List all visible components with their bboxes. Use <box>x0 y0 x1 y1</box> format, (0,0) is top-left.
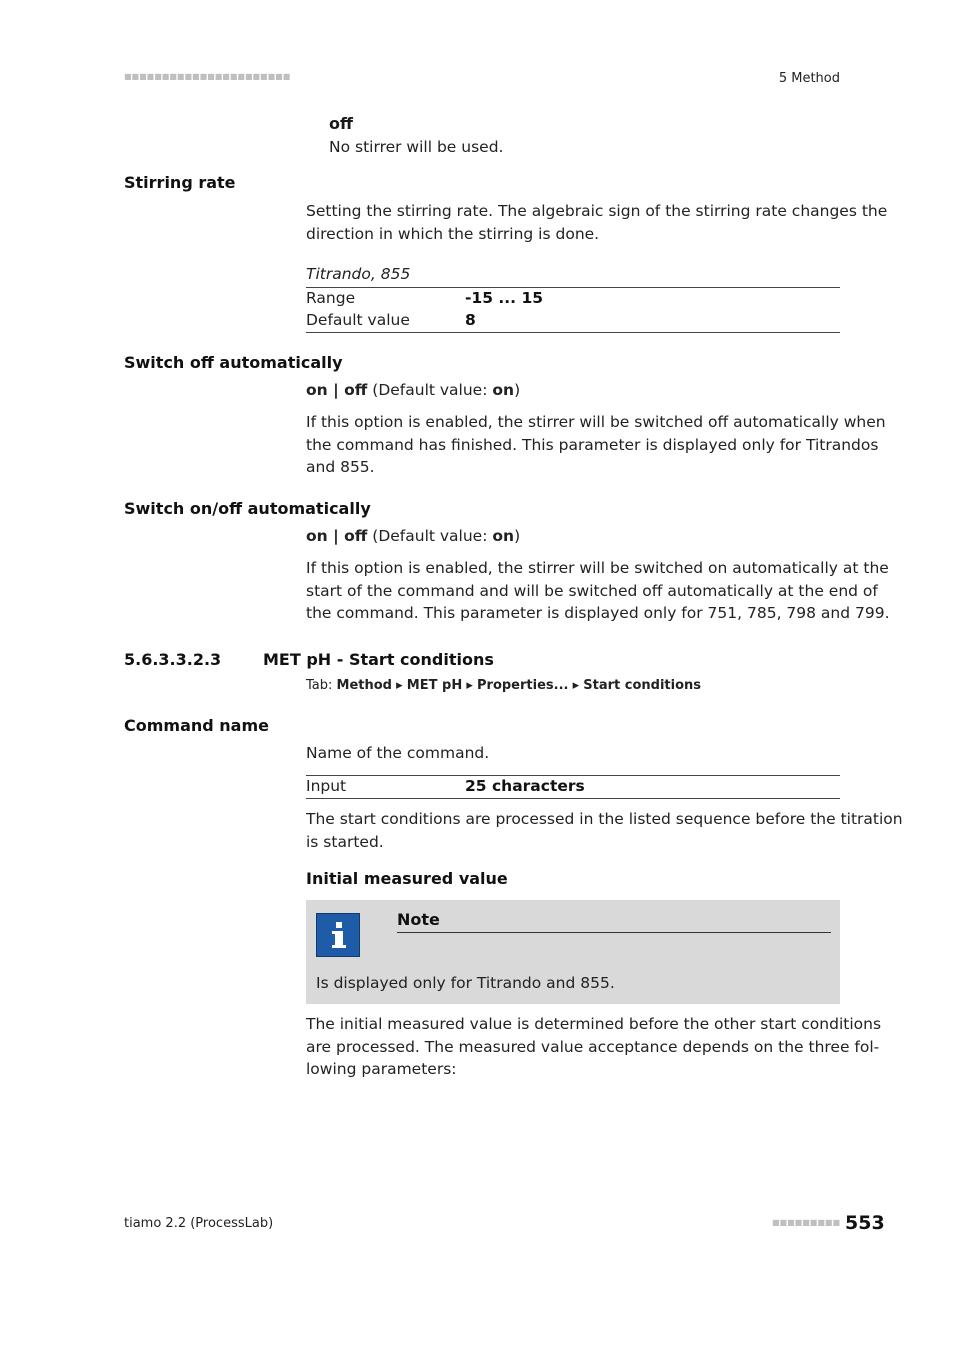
stirring-rate-table-caption: Titrando, 855 <box>306 265 411 283</box>
initial-value-text-line1: The initial measured value is determined before the other start conditions <box>306 1015 882 1033</box>
section-number: 5.6.3.3.2.3 <box>124 650 222 669</box>
command-name-text: Name of the command. <box>306 744 490 762</box>
switch-off-default-value: on <box>492 381 515 399</box>
stirring-rate-text-line2: direction in which the stirring is done. <box>306 225 600 243</box>
table-row-default-label: Default value <box>306 311 410 329</box>
input-value: 25 characters <box>465 777 585 795</box>
table-row-range-value: -15 ... 15 <box>465 289 544 307</box>
section-title: MET pH - Start conditions <box>263 650 494 669</box>
switch-onoff-default-prefix: (Default value: <box>367 527 493 545</box>
table-row-default-value: 8 <box>465 311 476 329</box>
tab-path-met-ph: MET pH <box>406 678 463 693</box>
switch-onoff-options-values: on | off <box>306 527 368 545</box>
switch-off-text-line1: If this option is enabled, the stirrer will be switched off automatically when <box>306 413 886 431</box>
switch-off-options <box>306 379 520 402</box>
switch-onoff-text-line1: If this option is enabled, the stirrer will be switched on automatically at the <box>306 559 889 577</box>
switch-off-heading: Switch off automatically <box>124 353 343 372</box>
switch-onoff-options <box>306 525 520 548</box>
tab-path-start-conditions: Start conditions <box>583 678 701 693</box>
note-box <box>306 900 840 1004</box>
initial-value-heading: Initial measured value <box>306 869 508 888</box>
command-name-heading: Command name <box>124 716 269 735</box>
option-off-label: off <box>329 114 353 133</box>
switch-onoff-text-line2: start of the command and will be switched off automatically at the end of <box>306 582 878 600</box>
switch-onoff-heading: Switch on/off automatically <box>124 499 371 518</box>
tab-path-separator: ▸ <box>392 678 407 693</box>
info-icon <box>316 913 360 957</box>
start-conditions-text-line1: The start conditions are processed in the listed sequence before the titration <box>306 810 903 828</box>
table-bottom-rule <box>306 332 840 333</box>
table-top-rule <box>306 287 840 288</box>
page-number: 553 <box>845 1212 885 1234</box>
tab-path-method: Method <box>336 678 392 693</box>
tab-path <box>306 678 701 693</box>
stirring-rate-text-line1: Setting the stirring rate. The algebraic sign of the stirring rate changes the <box>306 202 888 220</box>
note-title: Note <box>397 910 440 929</box>
input-label: Input <box>306 777 347 795</box>
switch-off-text-line2: the command has finished. This parameter is displayed only for Titrandos <box>306 436 879 454</box>
tab-path-separator: ▸ <box>462 678 477 693</box>
switch-off-default-suffix: ) <box>514 381 521 399</box>
input-table-bottom-rule <box>306 798 840 799</box>
table-row-range-label: Range <box>306 289 356 307</box>
tab-path-separator: ▸ <box>568 678 584 693</box>
initial-value-text-line2: are processed. The measured value acceptance depends on the three fol- <box>306 1038 880 1056</box>
switch-off-options-values: on | off <box>306 381 368 399</box>
option-off-description: No stirrer will be used. <box>329 138 504 156</box>
chapter-title: 5 Method <box>778 71 840 86</box>
switch-onoff-default-value: on <box>492 527 515 545</box>
header-decoration: ■■■■■■■■■■■■■■■■■■■■■■ <box>124 72 291 81</box>
note-title-rule <box>397 932 831 933</box>
switch-onoff-text-line3: the command. This parameter is displayed only for 751, 785, 798 and 799. <box>306 604 890 622</box>
stirring-rate-heading: Stirring rate <box>124 173 236 192</box>
footer-decoration: ■■■■■■■■■ <box>772 1218 841 1227</box>
footer-product: tiamo 2.2 (ProcessLab) <box>124 1216 274 1231</box>
start-conditions-text-line2: is started. <box>306 833 384 851</box>
tab-path-prefix: Tab: <box>306 678 337 693</box>
input-table-top-rule <box>306 775 840 776</box>
switch-off-text-line3: and 855. <box>306 458 375 476</box>
note-text: Is displayed only for Titrando and 855. <box>316 974 615 992</box>
initial-value-text-line3: lowing parameters: <box>306 1060 457 1078</box>
switch-onoff-default-suffix: ) <box>514 527 521 545</box>
tab-path-properties: Properties... <box>477 678 569 693</box>
switch-off-default-prefix: (Default value: <box>367 381 493 399</box>
